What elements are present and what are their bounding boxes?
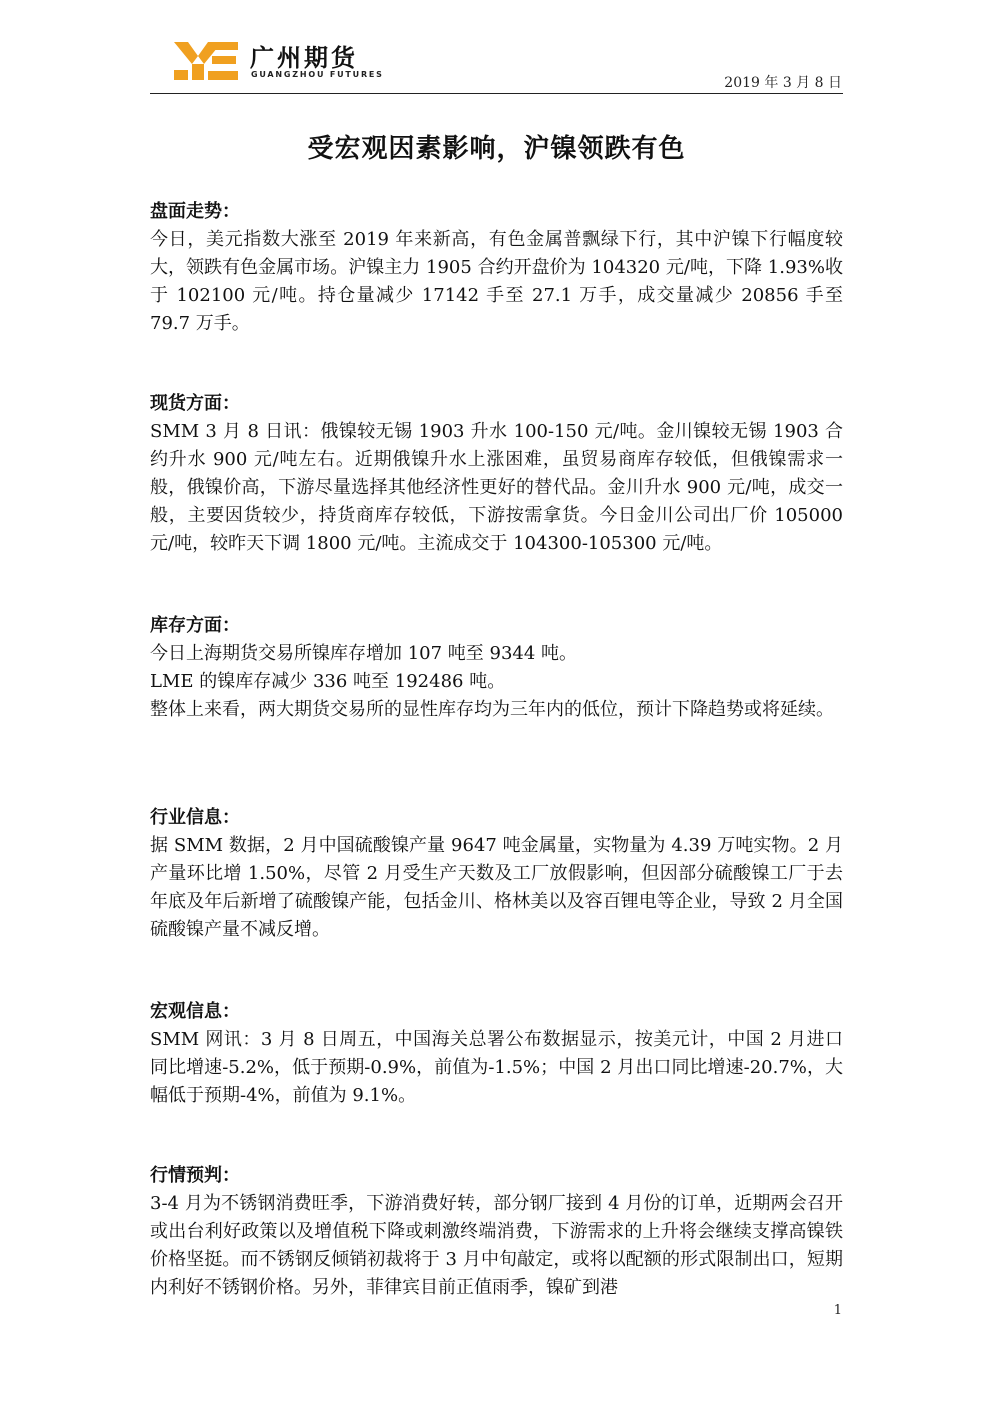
section-paragraph: 整体上来看，两大期货交易所的显性库存均为三年内的低位，预计下降趋势或将延续。 [150, 699, 834, 720]
section-outlook [150, 1162, 843, 1302]
section-paragraph: LME 的镍库存减少 336 吨至 192486 吨。 [150, 671, 506, 692]
header-divider [150, 93, 843, 94]
gzf-logo-icon [172, 40, 242, 82]
section-paragraph: 今日，美元指数大涨至 2019 年来新高，有色金属普飘绿下行，其中沪镍下行幅度较大，领跌有色金属市场。沪镍主力 1905 合约开盘价为 104320 元/吨，下降 1.93%收于 102100 元/吨。持仓量减少 17142 手至 27.1 万手，成交量减少 20856 手至 79.7 万手。 [150, 229, 843, 334]
section-paragraph: 3-4 月为不锈钢消费旺季，下游消费好转，部分钢厂接到 4 月份的订单，近期两会召开或出台利好政策以及增值税下降或刺激终端消费，下游需求的上升将会继续支撑高镍铁价格坚挺。而不锈钢反倾销初裁将于 3 月中旬敲定，或将以配额的形式限制出口，短期内利好不锈钢价格。另外，菲律宾目前正值雨季，镍矿到港 [150, 1193, 843, 1298]
section-paragraph: SMM 网讯：3 月 8 日周五，中国海关总署公布数据显示，按美元计，中国 2 月进口同比增速-5.2%，低于预期-0.9%，前值为-1.5%；中国 2 月出口同比增速-20.7%，大幅低于预期-4%，前值为 9.1%。 [150, 1029, 843, 1106]
page-number: 1 [833, 1303, 842, 1318]
report-body [150, 198, 843, 1302]
section-heading: 行业信息： [150, 807, 240, 828]
section-paragraph: 据 SMM 数据，2 月中国硫酸镍产量 9647 吨金属量，实物量为 4.39 万吨实物。2 月产量环比增 1.50%，尽管 2 月受生产天数及工厂放假影响，但因部分硫酸镍工厂于去年底及年后新增了硫酸镍产能，包括金川、格林美以及容百锂电等企业，导致 2 月全国硫酸镍产量不减反增。 [150, 835, 843, 940]
section-paragraph: SMM 3 月 8 日讯：俄镍较无锡 1903 升水 100-150 元/吨。金川镍较无锡 1903 合约升水 900 元/吨左右。近期俄镍升水上涨困难，虽贸易商库存较低，但俄镍需求一般，俄镍价高，下游尽量选择其他经济性更好的替代品。金川升水 900 元/吨，成交一般，主要因货较少，持货商库存较低，下游按需拿货。今日金川公司出厂价 105000 元/吨，较昨天下调 1800 元/吨。主流成交于 104300-105300 元/吨。 [150, 421, 843, 554]
logo-english-name: GUANGZHOU FUTURES [251, 70, 384, 79]
section-heading: 库存方面： [150, 615, 240, 636]
section-inventory [150, 612, 843, 724]
section-heading: 宏观信息： [150, 1001, 240, 1022]
section-heading: 现货方面： [150, 393, 240, 414]
section-heading: 盘面走势： [150, 201, 240, 222]
section-market-trend [150, 198, 843, 338]
section-macro [150, 998, 843, 1110]
section-industry [150, 804, 843, 944]
logo-chinese-name: 广州期货 [250, 44, 358, 72]
section-paragraph: 今日上海期货交易所镍库存增加 107 吨至 9344 吨。 [150, 643, 578, 664]
section-heading: 行情预判： [150, 1165, 240, 1186]
report-date: 2019 年 3 月 8 日 [724, 75, 842, 91]
report-title: 受宏观因素影响，沪镍领跌有色 [307, 134, 686, 164]
section-spot [150, 390, 843, 558]
